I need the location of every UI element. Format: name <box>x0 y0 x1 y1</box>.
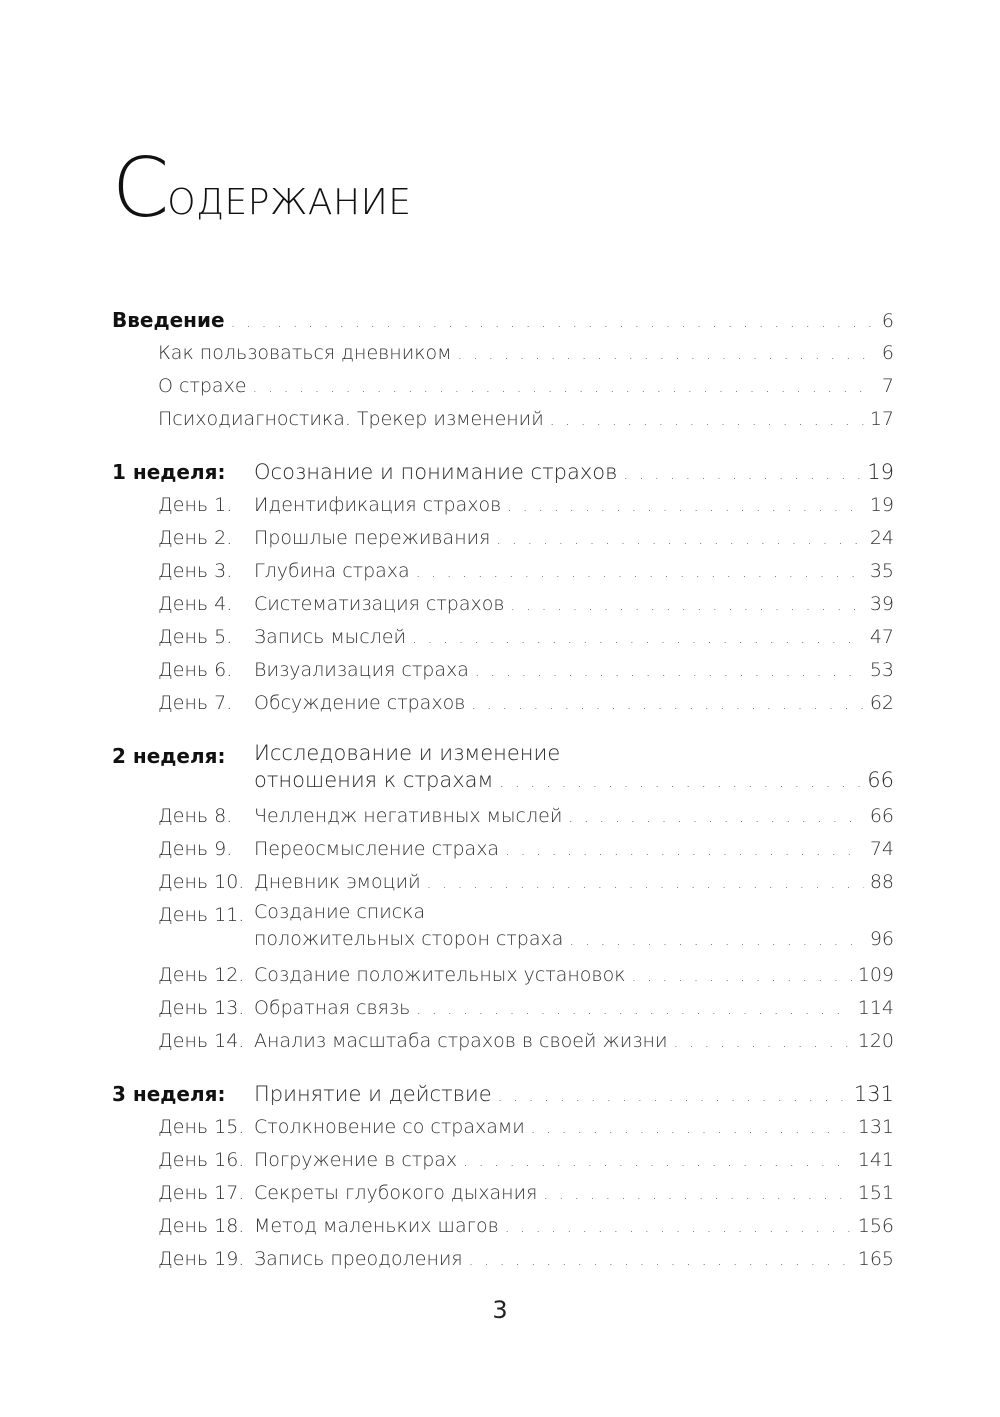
toc-day-label: День 19. <box>158 1248 245 1270</box>
toc-leader-dots <box>496 523 863 556</box>
toc-entry-title: Дневник эмоций <box>254 871 421 893</box>
toc-day-row <box>112 522 894 555</box>
toc-leader-dots <box>531 1112 852 1145</box>
toc-entry-title: Челлендж негативных мыслей <box>254 805 563 827</box>
toc-week-title: Осознание и понимание страхов <box>254 460 618 484</box>
toc-leader-dots <box>412 622 864 655</box>
toc-day-row <box>112 1177 894 1210</box>
toc-leader-dots <box>511 589 864 622</box>
toc-entry-title: Идентификация страхов <box>254 494 502 516</box>
toc-page-number: 66 <box>867 768 894 792</box>
toc-week-row <box>112 1078 894 1111</box>
toc-week-label: 1 неделя: <box>112 460 226 484</box>
toc-page-number: 74 <box>869 838 894 860</box>
toc-entry-title: Глубина страха <box>254 560 410 582</box>
toc-entry-title: Запись мыслей <box>254 626 407 648</box>
toc-day-row <box>112 687 894 720</box>
toc-day-row <box>112 1025 894 1058</box>
toc-day-row <box>112 588 894 621</box>
toc-page-number: 131 <box>857 1116 894 1138</box>
toc-leader-dots <box>253 371 876 404</box>
toc-leader-dots <box>416 556 864 589</box>
toc-day-label: День 8. <box>158 805 233 827</box>
toc-day-row <box>112 992 894 1025</box>
toc-day-label: День 15. <box>158 1116 245 1138</box>
toc-week-row <box>112 740 894 800</box>
toc-page-number: 35 <box>869 560 894 582</box>
toc-day-row <box>112 1144 894 1177</box>
toc-entry-title: Секреты глубокого дыхания <box>254 1182 538 1204</box>
toc-entry-title: Обратная связь <box>254 997 411 1019</box>
toc-leader-dots <box>475 655 864 688</box>
toc-day-row <box>112 959 894 992</box>
toc-page-number: 96 <box>869 928 894 950</box>
toc-day-label: День 3. <box>158 560 233 582</box>
toc-leader-dots <box>499 769 861 796</box>
toc-day-row <box>112 866 894 899</box>
toc-day-label: День 9. <box>158 838 233 860</box>
title-rest: ОДЕРЖАНИЕ <box>167 182 412 223</box>
toc-entry <box>112 337 894 370</box>
toc-day-label: День 7. <box>158 692 233 714</box>
toc-week-title-line1: Исследование и изменение <box>254 741 561 765</box>
toc-leader-dots <box>569 927 863 954</box>
toc-day-label: День 12. <box>158 964 245 986</box>
toc-leader-dots <box>568 801 863 834</box>
toc-entry-title: Как пользоваться дневником <box>158 342 452 364</box>
toc-leader-dots <box>505 1211 852 1244</box>
toc-page-number: 151 <box>857 1182 894 1204</box>
toc-day-label: День 17. <box>158 1182 245 1204</box>
toc-entry-title: Систематизация страхов <box>254 593 505 615</box>
toc-page-number: 66 <box>869 805 894 827</box>
toc-entry-title: Переосмысление страха <box>254 838 500 860</box>
toc-day-label: День 4. <box>158 593 233 615</box>
toc-week-title-line2: отношения к страхам <box>254 768 494 792</box>
toc-entry-title: Психодиагностика. Трекер изменений <box>158 408 544 430</box>
toc-page-number: 165 <box>857 1248 894 1270</box>
toc-day-label: День 13. <box>158 997 245 1019</box>
toc-intro-row <box>112 304 894 337</box>
toc-leader-dots <box>427 867 864 900</box>
toc-entry-title: О страхе <box>158 375 247 397</box>
toc-page-number: 7 <box>881 375 894 397</box>
toc-intro-label: Введение <box>112 308 225 332</box>
page-number: 3 <box>492 1296 508 1324</box>
toc-leader-dots <box>507 490 864 523</box>
toc-leader-dots <box>471 688 863 721</box>
toc-day-label: День 10. <box>158 871 245 893</box>
toc-day-row <box>112 1111 894 1144</box>
toc-leader-dots <box>631 960 851 993</box>
toc-day-row <box>112 800 894 833</box>
toc-day-label: День 11. <box>158 904 245 926</box>
toc-page-number: 120 <box>857 1030 894 1052</box>
toc-leader-dots <box>457 338 875 371</box>
toc-entry-title: Визуализация страха <box>254 659 469 681</box>
toc-entry-title: Создание положительных установок <box>254 964 626 986</box>
toc-day-label: День 16. <box>158 1149 245 1171</box>
toc-page-number: 19 <box>867 460 894 484</box>
toc-day-label: День 5. <box>158 626 233 648</box>
toc-page-number: 39 <box>869 593 894 615</box>
toc-entry-title: Погружение в страх <box>254 1149 458 1171</box>
toc-page-number: 24 <box>869 527 894 549</box>
toc-leader-dots <box>463 1145 852 1178</box>
toc-leader-dots <box>416 993 851 1026</box>
toc-entry-title: Прошлые переживания <box>254 527 491 549</box>
toc-entry-title: Столкновение со страхами <box>254 1116 525 1138</box>
toc-day-row <box>112 899 894 959</box>
toc-day-row <box>112 654 894 687</box>
toc-leader-dots <box>231 306 876 339</box>
toc-week-title: Принятие и действие <box>254 1082 492 1106</box>
toc-page-number: 156 <box>857 1215 894 1237</box>
toc-page-number: 141 <box>857 1149 894 1171</box>
toc-day-label: День 6. <box>158 659 233 681</box>
toc-entry-title: Анализ масштаба страхов в своей жизни <box>254 1030 668 1052</box>
page-title <box>112 141 412 236</box>
table-of-contents <box>112 304 894 1276</box>
toc-page-number: 53 <box>869 659 894 681</box>
toc-page-number: 109 <box>857 964 894 986</box>
toc-entry-title: Обсуждение страхов <box>254 692 466 714</box>
toc-page-number: 47 <box>869 626 894 648</box>
toc-leader-dots <box>673 1026 851 1059</box>
toc-entry <box>112 403 894 436</box>
toc-page-number: 131 <box>853 1082 894 1106</box>
toc-entry <box>112 370 894 403</box>
toc-page-number: 6 <box>881 310 894 332</box>
toc-entry-title: Запись преодоления <box>254 1248 463 1270</box>
toc-leader-dots <box>623 458 861 491</box>
toc-day-row <box>112 833 894 866</box>
toc-day-row <box>112 1243 894 1276</box>
toc-leader-dots <box>505 834 864 867</box>
toc-leader-dots <box>469 1244 852 1277</box>
toc-entry-title: Метод маленьких шагов <box>254 1215 499 1237</box>
toc-day-row <box>112 1210 894 1243</box>
toc-week-label: 3 неделя: <box>112 1082 226 1106</box>
toc-day-row <box>112 621 894 654</box>
toc-page-number: 19 <box>869 494 894 516</box>
toc-page-number: 114 <box>857 997 894 1019</box>
toc-leader-dots <box>550 404 864 437</box>
toc-page-number: 62 <box>869 692 894 714</box>
toc-day-label: День 2. <box>158 527 233 549</box>
toc-page-number: 6 <box>881 342 894 364</box>
toc-day-row <box>112 555 894 588</box>
toc-leader-dots <box>543 1178 851 1211</box>
toc-day-label: День 14. <box>158 1030 245 1052</box>
toc-leader-dots <box>498 1080 848 1113</box>
toc-page-number: 88 <box>869 871 894 893</box>
toc-page-number: 17 <box>869 408 894 430</box>
toc-week-label: 2 неделя: <box>112 744 226 768</box>
title-first-letter: С <box>112 141 168 236</box>
toc-week-row <box>112 456 894 489</box>
toc-entry-title-line2: положительных сторон страха <box>254 928 564 950</box>
toc-entry-title-line1: Создание списка <box>254 901 426 923</box>
toc-day-label: День 18. <box>158 1215 245 1237</box>
toc-day-row <box>112 489 894 522</box>
toc-day-label: День 1. <box>158 494 233 516</box>
